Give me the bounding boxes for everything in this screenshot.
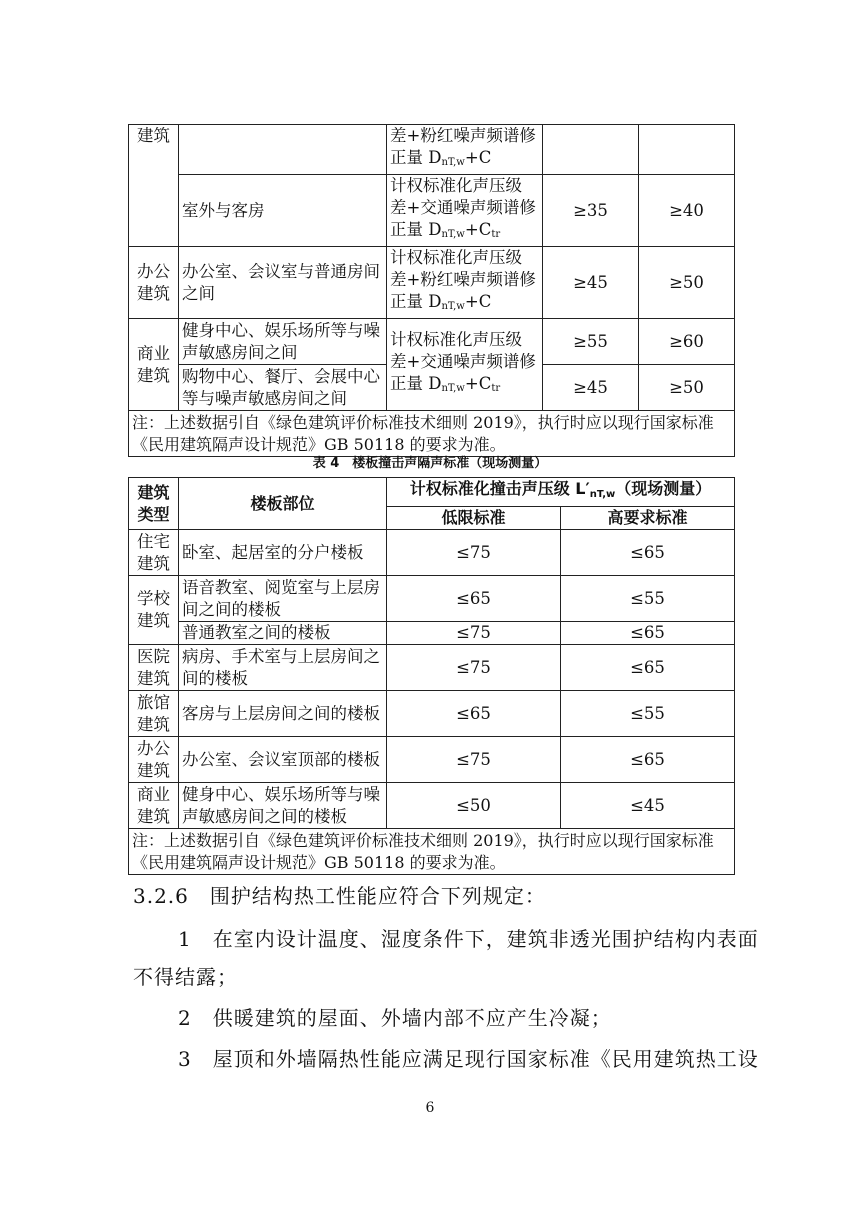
building-type-cell: 医院建筑 <box>129 645 179 691</box>
floor-part-cell: 语音教室、阅览室与上层房间之间的楼板 <box>179 576 387 622</box>
floor-part-cell: 普通教室之间的楼板 <box>179 622 387 645</box>
clause-1-line-2: 不得结露； <box>133 965 238 989</box>
building-type-cell: 住宅建筑 <box>129 530 179 576</box>
location-cell: 室外与客房 <box>179 175 387 247</box>
low-standard-cell: ≥45 <box>543 365 639 411</box>
low-standard-cell: ≤65 <box>387 691 561 737</box>
low-standard-cell: ≤65 <box>387 576 561 622</box>
building-type-cell: 商业建筑 <box>129 783 179 829</box>
clause-2: 2 供暖建筑的屋面、外墙内部不应产生冷凝； <box>178 1006 612 1030</box>
low-standard-cell: ≤75 <box>387 737 561 783</box>
header-floor-part: 楼板部位 <box>179 478 387 530</box>
metric-cell: 差+粉红噪声频谱修 正量 $D_{nT,w}+C$ <box>387 125 543 175</box>
section-heading: 3.2.6 围护结构热工性能应符合下列规定： <box>133 884 546 908</box>
floor-part-cell: 卧室、起居室的分户楼板 <box>179 530 387 576</box>
high-standard-cell: ≤65 <box>561 737 735 783</box>
floor-part-cell: 健身中心、娱乐场所等与噪声敏感房间之间的楼板 <box>179 783 387 829</box>
low-standard-cell: ≥35 <box>543 175 639 247</box>
high-standard-cell: ≤55 <box>561 576 735 622</box>
low-standard-cell: ≤75 <box>387 645 561 691</box>
high-standard-cell: ≤55 <box>561 691 735 737</box>
metric-cell: 计权标准化声压级 差+交通噪声频谱修 正量 $D_{nT,w}+C_{tr}$ <box>387 175 543 247</box>
building-type-cell: 建筑 <box>129 125 179 247</box>
building-type-cell: 办公建筑 <box>129 247 179 319</box>
high-standard-cell: ≤45 <box>561 783 735 829</box>
high-standard-cell: ≤65 <box>561 645 735 691</box>
metric-cell: 计权标准化声压级 差+交通噪声频谱修 正量 $D_{nT,w}+C_{tr}$ <box>387 319 543 411</box>
sound-insulation-table-continued <box>128 124 735 457</box>
high-standard-cell: ≥40 <box>639 175 735 247</box>
high-standard-cell: ≥50 <box>639 247 735 319</box>
location-cell: 办公室、会议室与普通房间之间 <box>179 247 387 319</box>
high-standard-cell: ≥50 <box>639 365 735 411</box>
low-standard-cell: ≥45 <box>543 247 639 319</box>
location-cell: 健身中心、娱乐场所等与噪声敏感房间之间 <box>179 319 387 365</box>
header-high-standard: 高要求标准 <box>561 507 735 530</box>
table-note: 注：上述数据引自《绿色建筑评价标准技术细则 2019》，执行时应以现行国家标准《民用建筑隔声设计规范》GB 50118 的要求为准。 <box>129 411 735 457</box>
header-building-type: 建筑类型 <box>129 478 179 530</box>
building-type-cell: 办公建筑 <box>129 737 179 783</box>
low-standard-cell: ≤75 <box>387 622 561 645</box>
high-standard-cell: ≤65 <box>561 530 735 576</box>
location-cell <box>179 125 387 175</box>
floor-impact-sound-table <box>128 477 735 875</box>
floor-part-cell: 办公室、会议室顶部的楼板 <box>179 737 387 783</box>
clause-1-line-1: 1 在室内设计温度、湿度条件下，建筑非透光围护结构内表面 <box>178 927 759 951</box>
floor-part-cell: 病房、手术室与上层房间之间的楼板 <box>179 645 387 691</box>
page-number: 6 <box>425 1100 435 1116</box>
table-caption: 表 4 楼板撞击声隔声标准（现场测量） <box>312 456 548 471</box>
header-low-standard: 低限标准 <box>387 507 561 530</box>
high-standard-cell <box>639 125 735 175</box>
location-cell: 购物中心、餐厅、会展中心等与噪声敏感房间之间 <box>179 365 387 411</box>
header-metric: 计权标准化撞击声压级 L′nT,w（现场测量） <box>387 478 735 507</box>
building-type-cell: 旅馆建筑 <box>129 691 179 737</box>
low-standard-cell: ≤50 <box>387 783 561 829</box>
floor-part-cell: 客房与上层房间之间的楼板 <box>179 691 387 737</box>
low-standard-cell <box>543 125 639 175</box>
low-standard-cell: ≥55 <box>543 319 639 365</box>
building-type-cell: 商业建筑 <box>129 319 179 411</box>
low-standard-cell: ≤75 <box>387 530 561 576</box>
metric-cell: 计权标准化声压级 差+粉红噪声频谱修 正量 $D_{nT,w}+C$ <box>387 247 543 319</box>
building-type-cell: 学校建筑 <box>129 576 179 645</box>
high-standard-cell: ≥60 <box>639 319 735 365</box>
high-standard-cell: ≤65 <box>561 622 735 645</box>
clause-3: 3 屋顶和外墙隔热性能应满足现行国家标准《民用建筑热工设 <box>178 1047 759 1071</box>
table-note: 注：上述数据引自《绿色建筑评价标准技术细则 2019》，执行时应以现行国家标准《民用建筑隔声设计规范》GB 50118 的要求为准。 <box>129 829 735 875</box>
